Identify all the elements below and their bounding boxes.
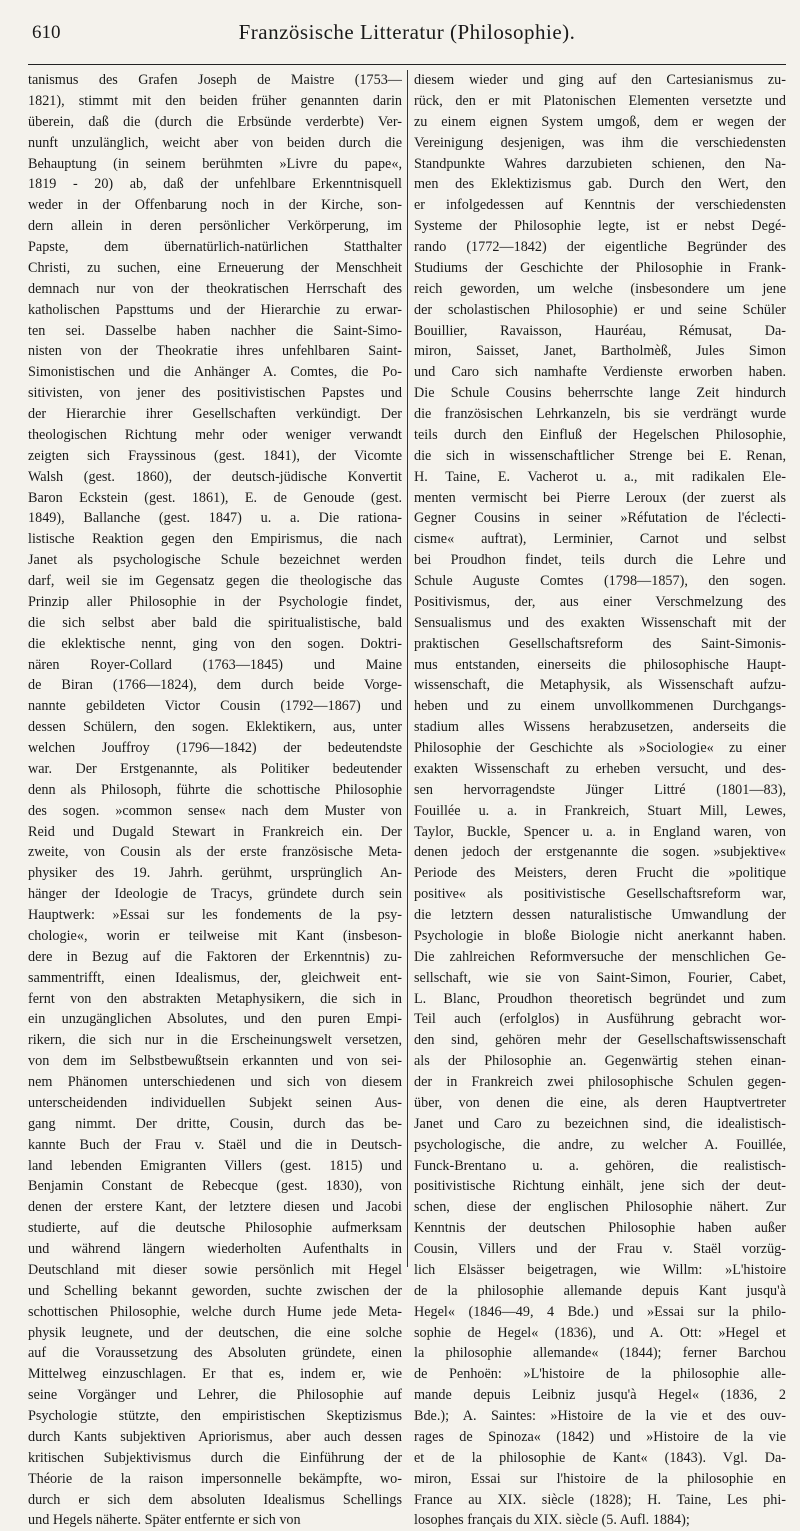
- text-line: er infolgedessen auf Kenntnis der verschiedensten: [414, 197, 786, 214]
- text-line: Reid und Dugald Stewart in Frankreich ein. Der: [28, 823, 402, 840]
- text-line: mus entstanden, einerseits die philosophische Haupt-: [414, 656, 786, 673]
- running-head: Französische Litteratur (Philosophie).: [238, 20, 576, 44]
- text-line: die eklektische nennt, ging von den sogen. Doktri-: [28, 635, 402, 652]
- text-line: reich geworden, um welche (insbesondere um jene: [414, 280, 786, 297]
- text-line: schottischen Philosophie, welche durch Hume jede Meta-: [28, 1303, 402, 1320]
- text-line: Papste, dem übernatürlich-natürlichen Statthalter: [28, 239, 402, 255]
- text-line: diesem wieder und ging auf den Cartesianismus zu-: [414, 72, 786, 88]
- text-line: Janet als psychologische Schule bezeichnet werden: [28, 552, 402, 569]
- text-line: sitivisten, von jener des positivistischen Papstes und: [28, 385, 402, 402]
- text-line: schen, diese der englischen Philosophie nähert. Zur: [414, 1199, 786, 1216]
- text-line: zeigten sich Frayssinous (gest. 1841), der Vicomte: [28, 447, 402, 464]
- text-line: Psychologie in bloße Biologie nicht anerkannt haben.: [414, 927, 786, 944]
- text-line: rages de Spinoza« (1842) und »Histoire de la vie: [414, 1428, 786, 1445]
- text-line: seine Vorgänger und Lehrer, die Philosophie auf: [28, 1387, 402, 1404]
- text-line: die sich selbst aber bald die spiritualistische, bald: [28, 614, 402, 631]
- text-line: Benjamin Constant de Rebecque (gest. 1830), von: [28, 1178, 402, 1195]
- text-line: listische Reaktion gegen den Empirismus, die nach: [28, 531, 402, 548]
- text-line: 1849), Ballanche (gest. 1847) u. a. Die rationa-: [28, 510, 402, 527]
- text-line: 1819 - 20) ab, daß der unfehlbare Erkenntnisquell: [28, 176, 402, 193]
- text-line: darf, weil sie im Gegensatz gegen die theologische das: [28, 573, 402, 589]
- text-line: des sogen. »common sense« nach dem Muster von: [28, 802, 402, 819]
- text-line: de la philosophie allemande depuis Kant jusqu'à: [414, 1282, 786, 1299]
- text-line: Philosophie der Geschichte als »Sociologie« zu einer: [414, 740, 786, 756]
- text-line: weder in der Offenbarung noch in der Kirche, son-: [28, 197, 402, 214]
- text-line: war. Der Erstgenannte, als Politiker bedeutender: [28, 760, 402, 777]
- text-line: unterscheidenden individuellen Subjekt seinen Aus-: [28, 1094, 402, 1111]
- text-line: ten sei. Dasselbe haben nachher die Saint-Simo-: [28, 322, 402, 339]
- text-line: Hegel« (1846—49, 4 Bde.) und »Essai sur la philo-: [414, 1303, 786, 1320]
- text-line: psychologische, die andre, zu welcher A. Fouillée,: [414, 1136, 786, 1153]
- text-line: Studiums der Geschichte der Philosophie in Frank-: [414, 259, 786, 276]
- text-line: positive« als positivistische Gesellschaftsreform war,: [414, 886, 786, 903]
- text-line: Baron Eckstein (gest. 1861), E. de Genoude (gest.: [28, 489, 402, 506]
- text-line: die französischen Lehrkanzeln, bis sie verdrängt wurde: [414, 406, 786, 422]
- text-line: sellschaft, wie sie von Saint-Simon, Fourier, Cabet,: [414, 969, 786, 986]
- text-line: mande depuis Leibniz jusqu'à Hegel« (1836, 2: [414, 1387, 786, 1404]
- text-line: menten vermischt bei Pierre Leroux (der zuerst als: [414, 489, 786, 506]
- text-line: men des Eklektizismus gab. Durch den Wert, den: [414, 176, 786, 193]
- text-line: miron, Essai sur l'histoire de la philosophie en: [414, 1470, 786, 1487]
- text-line: fernt von den abstrakten Metaphysikern, die sich in: [28, 990, 402, 1007]
- text-line: L. Blanc, Proudhon theoretisch begründet und zum: [414, 990, 786, 1007]
- text-line: Positivismus, der, aus einer Verschmelzung des: [414, 593, 786, 610]
- text-line: Gegner Cousins in seiner »Réfutation de l'éclecti-: [414, 510, 786, 527]
- text-line: land lebenden Emigranten Villers (gest. 1815) und: [28, 1157, 402, 1174]
- header-rule: [28, 64, 786, 65]
- text-line: Théorie de la raison impersonnelle bekämpfte, wo-: [28, 1470, 402, 1487]
- text-line: der in Frankreich zwei philosophische Schulen gegen-: [414, 1074, 786, 1090]
- text-line: rando (1772—1842) der eigentliche Begründer des: [414, 239, 786, 255]
- text-line: durch Kants subjektiven Apriorismus, aber auch dessen: [28, 1428, 402, 1445]
- text-line: physiker des 19. Jahrh. gerühmt, ursprünglich An-: [28, 865, 402, 882]
- text-line: katholischen Papsttums und der Hierarchie zu erwar-: [28, 301, 402, 318]
- text-line: Kenntnis der deutschen Philosophie haben außer: [414, 1220, 786, 1237]
- text-line: und Schelling bekannt geworden, suchte zwischen der: [28, 1282, 402, 1299]
- text-line: Christi, zu suchen, eine Erneuerung der Menschheit: [28, 259, 402, 276]
- text-line: rück, den er mit Platonischen Elementen versetzte und: [414, 92, 786, 109]
- text-line: denen der erstere Kant, der letztere diesen und Jacobi: [28, 1199, 402, 1216]
- text-line: als der Philosophie an. Gegenwärtig stehen einan-: [414, 1053, 786, 1070]
- text-line: der scholastischen Philosophie) er und seine Schüler: [414, 301, 786, 318]
- text-line: Sensualismus und des exakten Wissenschaft mit der: [414, 614, 786, 631]
- text-line: denen jedoch der erstgenannte die sogen. »subjektive«: [414, 844, 786, 861]
- text-line: Mittelweg einzuschlagen. Er that es, indem er, wie: [28, 1366, 402, 1383]
- text-line: nisten von der Theokratie ihres unfehlbaren Saint-: [28, 343, 402, 360]
- text-line: durch er sich dem absoluten Idealismus Schellings: [28, 1491, 402, 1508]
- text-line: Periode des Meisters, deren Frucht die »politique: [414, 865, 786, 882]
- text-line: Die Schule Cousins beherrschte lange Zeit hindurch: [414, 385, 786, 402]
- text-line: überein, daß die (durch die Erbsünde verderbte) Ver-: [28, 113, 402, 130]
- text-line: France au XIX. siècle (1828); H. Taine, Les phi-: [414, 1491, 786, 1508]
- text-line: die sich in wissenschaftlicher Strenge bei E. Renan,: [414, 447, 786, 464]
- page-number: 610: [32, 22, 61, 43]
- text-line: denn als Philosoph, führte die schottische Philosophie: [28, 781, 402, 798]
- text-line: rikern, die sich nur in die Erscheinungswelt versetzen,: [28, 1032, 402, 1049]
- text-line: demnach nur von der theokratischen Herrschaft des: [28, 280, 402, 297]
- text-line: dere in Bezug auf die Faktoren der Erkenntnis) zu-: [28, 948, 402, 965]
- text-line: Deutschland mit dieser sowie persönlich mit Hegel: [28, 1261, 402, 1278]
- text-line: ein unzugänglichen Absolutes, und den puren Empi-: [28, 1011, 402, 1028]
- text-line: studierte, auf die deutsche Philosophie aufmerksam: [28, 1220, 402, 1237]
- text-line: de Penhoën: »L'histoire de la philosophie alle-: [414, 1366, 786, 1383]
- text-line: et de la philosophie de Kant« (1843). Vgl. Da-: [414, 1449, 786, 1466]
- text-line: dern allein in deren persönlicher Verkörperung, im: [28, 218, 402, 235]
- text-line: chologie«, worin er teilweise mit Kant (insbeson-: [28, 927, 402, 944]
- text-line: physik leugnete, und der deutschen, die eine solche: [28, 1324, 402, 1341]
- text-line: miron, Saisset, Janet, Bartholmèß, Jules Simon: [414, 343, 786, 360]
- text-line: de Biran (1766—1824), dem durch beide Vorge-: [28, 677, 402, 694]
- text-line: die letztern dessen naturalistische Umwandlung der: [414, 907, 786, 923]
- left-column: [28, 70, 407, 1529]
- text-line: tanismus des Grafen Joseph de Maistre (1753—: [28, 72, 402, 88]
- text-line: Systeme der Philosophie legte, ist er nebst Degé-: [414, 218, 786, 235]
- text-line: sammentrifft, einen Idealismus, der, gleichweit ent-: [28, 969, 402, 986]
- text-line: von dem im Selbstbewußtsein erkannten und von sei-: [28, 1053, 402, 1070]
- text-line: H. Taine, E. Vacherot u. a., mit radikalen Ele-: [414, 468, 786, 485]
- text-line: positivistische Richtung einhält, jene sich der deut-: [414, 1178, 786, 1195]
- text-line: hänger der Ideologie de Tracys, gründete durch sein: [28, 886, 402, 903]
- text-line: Standpunkte Wahres darzubieten schienen, den Na-: [414, 155, 786, 172]
- text-line: Vereinigung desjenigen, was ihm die verschiedensten: [414, 134, 786, 151]
- text-line: Taylor, Buckle, Spencer u. a. in England waren, von: [414, 823, 786, 840]
- text-line: gang nimmt. Der dritte, Cousin, durch das be-: [28, 1115, 402, 1132]
- text-line: 1821), stimmt mit den beiden früher genannten darin: [28, 92, 402, 109]
- text-line: Simonistischen und die Anhänger A. Comtes, die Po-: [28, 364, 402, 381]
- text-line: Bde.); A. Saintes: »Histoire de la vie et des ouv-: [414, 1408, 786, 1424]
- text-line: sophie de Hegel« (1836), und A. Ott: »Hegel et: [414, 1324, 786, 1341]
- text-line: kritischen Subjektivismus durch die Einführung der: [28, 1449, 402, 1466]
- text-line: la philosophie allemande« (1844); ferner Barchou: [414, 1345, 786, 1362]
- text-line: auf die Voraussetzung des Absoluten gründete, einen: [28, 1345, 402, 1362]
- text-line: sen hervorragendste Jünger Littré (1801—83),: [414, 781, 786, 798]
- text-line: und Caro sich namhafte Verdienste erworben haben.: [414, 364, 786, 381]
- text-line: wissenschaft, die Metaphysik, als Wissenschaft aufzu-: [414, 677, 786, 694]
- text-line: Behauptung (in seinem berühmten »Livre du pape«,: [28, 155, 402, 172]
- text-line: kannte Buch der Frau v. Staël und die in Deutsch-: [28, 1136, 402, 1153]
- text-line: nunft unzulänglich, weicht aber von beiden durch die: [28, 134, 402, 151]
- text-line: losophes français du XIX. siècle (5. Aufl. 1884);: [414, 1512, 690, 1529]
- text-line: Fouillée u. a. in Frankreich, Stuart Mill, Lewes,: [414, 802, 786, 819]
- text-line: zweite, von Cousin als der erste französische Meta-: [28, 844, 402, 861]
- text-line: heben und zu einem unvollkommenen Durchgangs-: [414, 698, 786, 715]
- right-column: [407, 70, 786, 1529]
- text-line: stadium alles Wissens herabzusetzen, anderseits die: [414, 719, 786, 736]
- text-line: nannte gebildeten Victor Cousin (1792—1867) und: [28, 698, 402, 715]
- text-line: der Hierarchie ihrer Gesellschaften verkündigt. Der: [28, 406, 402, 422]
- text-line: über, von denen die eine, als deren Hauptvertreter: [414, 1094, 786, 1111]
- text-line: Prinzip aller Philosophie in der Psychologie findet,: [28, 593, 402, 610]
- text-line: Schule Auguste Comtes (1798—1857), den sogen.: [414, 573, 786, 589]
- text-line: praktischen Gesellschaftsreform des Saint-Simonis-: [414, 635, 786, 652]
- text-line: Walsh (gest. 1860), der deutsch-jüdische Konvertit: [28, 468, 402, 485]
- text-line: nem Phänomen unterschiedenen und sich von diesem: [28, 1074, 402, 1090]
- text-line: und Hegels näherte. Später entfernte er sich von: [28, 1512, 301, 1529]
- text-line: Cousin, Villers und der Frau v. Staël vorzüg-: [414, 1241, 786, 1257]
- text-line: Funck-Brentano u. a. gehören, die realistisch-: [414, 1157, 786, 1174]
- text-line: den sind, gehören mehr der Gesellschaftswissenschaft: [414, 1032, 786, 1049]
- text-line: Teil auch (erfolglos) in Ausführung gebracht wor-: [414, 1011, 786, 1028]
- text-line: exakten Wissenschaft zu erheben versucht, und des-: [414, 760, 786, 777]
- text-line: Janet und Caro zu bezeichnen sind, die idealistisch-: [414, 1115, 786, 1132]
- text-line: bei Proudhon findet, teils durch die Lehre und: [414, 552, 786, 569]
- text-line: Hauptwerk: »Essai sur les fondements de la psy-: [28, 907, 402, 923]
- text-line: und während längern wiederholten Aufenthalts in: [28, 1241, 402, 1257]
- page-header: [28, 14, 786, 48]
- text-columns: [28, 70, 786, 1529]
- text-line: nären Royer-Collard (1763—1845) und Maine: [28, 656, 402, 673]
- text-line: theologischen Richtung mehr oder weniger verwandt: [28, 426, 402, 443]
- text-line: Psychologie stützte, den empiristischen Skeptizismus: [28, 1408, 402, 1424]
- text-line: Bouillier, Ravaisson, Hauréau, Rémusat, Da-: [414, 322, 786, 339]
- text-line: dessen Schülern, den sogen. Eklektikern, aus, unter: [28, 719, 402, 736]
- text-line: lich Elsässer beigetragen, wie Willm: »L'histoire: [414, 1261, 786, 1278]
- text-line: teils durch den Einfluß der Hegelschen Philosophie,: [414, 426, 786, 443]
- text-line: zu einem eignen System umgoß, dem er wegen der: [414, 113, 786, 130]
- text-line: Die zahlreichen Reformversuche der menschlichen Ge-: [414, 948, 786, 965]
- text-line: welchen Jouffroy (1796—1842) der bedeutendste: [28, 740, 402, 756]
- text-line: cisme« auftrat), Lerminier, Carnot und selbst: [414, 531, 786, 548]
